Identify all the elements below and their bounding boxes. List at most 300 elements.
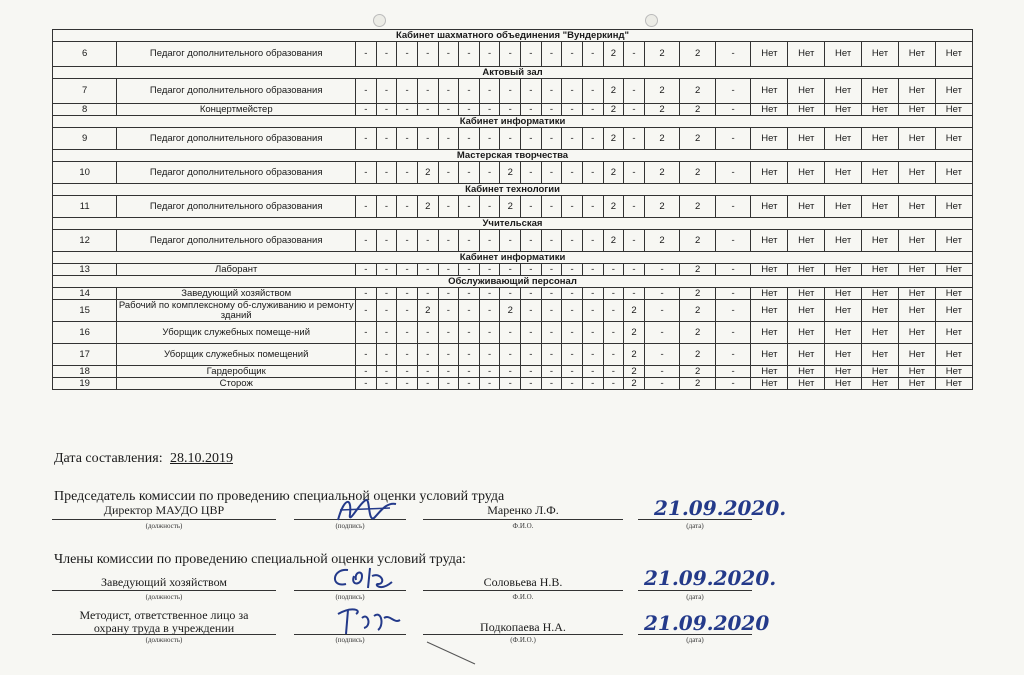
value-cell: -: [356, 196, 377, 218]
value-cell: 2: [417, 196, 438, 218]
value-cell: Нет: [862, 42, 899, 67]
value-cell: Нет: [825, 104, 862, 116]
value-cell: -: [500, 366, 521, 378]
value-cell: -: [500, 230, 521, 252]
value-cell: -: [541, 288, 562, 300]
value-cell: 2: [680, 366, 716, 378]
caption-date: (дата): [686, 593, 704, 601]
value-cell: -: [500, 79, 521, 104]
value-cell: Нет: [825, 196, 862, 218]
value-cell: -: [644, 300, 680, 322]
value-cell: -: [356, 42, 377, 67]
table-row: [53, 196, 973, 218]
section-header-row: [53, 184, 973, 196]
value-cell: Нет: [788, 42, 825, 67]
value-cell: -: [459, 344, 480, 366]
value-cell: -: [438, 288, 459, 300]
value-cell: -: [582, 230, 603, 252]
value-cell: Нет: [751, 366, 788, 378]
value-cell: -: [459, 79, 480, 104]
value-cell: -: [438, 264, 459, 276]
value-cell: Нет: [825, 322, 862, 344]
value-cell: Нет: [862, 378, 899, 390]
value-cell: -: [459, 128, 480, 150]
value-cell: Нет: [935, 79, 972, 104]
section-title: Кабинет информатики: [53, 116, 973, 128]
value-cell: -: [715, 196, 751, 218]
value-cell: 2: [644, 128, 680, 150]
table-row: [53, 264, 973, 276]
value-cell: 2: [603, 128, 624, 150]
value-cell: Нет: [862, 230, 899, 252]
member2-position-line1: Методист, ответственное лицо за: [79, 608, 249, 622]
value-cell: -: [582, 344, 603, 366]
value-cell: -: [624, 104, 645, 116]
value-cell: -: [479, 162, 500, 184]
value-cell: -: [582, 300, 603, 322]
value-cell: -: [562, 288, 583, 300]
value-cell: 2: [603, 42, 624, 67]
value-cell: Нет: [898, 288, 935, 300]
value-cell: -: [644, 288, 680, 300]
value-cell: 2: [680, 162, 716, 184]
value-cell: -: [500, 378, 521, 390]
value-cell: -: [438, 42, 459, 67]
table-row: [53, 300, 973, 322]
value-cell: 2: [680, 42, 716, 67]
value-cell: -: [459, 300, 480, 322]
value-cell: -: [500, 322, 521, 344]
value-cell: 2: [680, 128, 716, 150]
value-cell: -: [397, 378, 418, 390]
position-cell: Педагог дополнительного образования: [117, 128, 356, 150]
position-cell: Гардеробщик: [117, 366, 356, 378]
value-cell: -: [541, 322, 562, 344]
value-cell: -: [356, 288, 377, 300]
value-cell: 2: [680, 300, 716, 322]
value-cell: Нет: [825, 264, 862, 276]
value-cell: -: [356, 264, 377, 276]
value-cell: -: [376, 264, 397, 276]
chair-position: Директор МАУДО ЦВР: [103, 503, 225, 517]
caption-position: (должность): [145, 636, 183, 644]
member1-handwritten-date: 21.09.2020.: [644, 566, 777, 590]
value-cell: -: [417, 230, 438, 252]
value-cell: Нет: [788, 344, 825, 366]
position-cell: Педагог дополнительного образования: [117, 42, 356, 67]
value-cell: Нет: [751, 378, 788, 390]
value-cell: -: [356, 378, 377, 390]
value-cell: -: [356, 162, 377, 184]
value-cell: Нет: [898, 264, 935, 276]
value-cell: Нет: [862, 162, 899, 184]
value-cell: -: [459, 104, 480, 116]
value-cell: -: [541, 300, 562, 322]
position-cell: Рабочий по комплексному об-служиванию и ремонту зданий: [118, 299, 354, 321]
value-cell: Нет: [935, 128, 972, 150]
value-cell: -: [479, 366, 500, 378]
value-cell: -: [562, 42, 583, 67]
value-cell: -: [438, 162, 459, 184]
value-cell: -: [715, 162, 751, 184]
value-cell: Нет: [935, 288, 972, 300]
value-cell: -: [715, 128, 751, 150]
value-cell: -: [459, 196, 480, 218]
value-cell: -: [624, 42, 645, 67]
caption-fio-paren: (Ф.И.О.): [510, 636, 536, 644]
position-cell: Лаборант: [117, 264, 356, 276]
value-cell: -: [397, 230, 418, 252]
table-row: [53, 322, 973, 344]
value-cell: -: [376, 104, 397, 116]
section-title: Обслуживающий персонал: [53, 276, 973, 288]
value-cell: -: [582, 196, 603, 218]
value-cell: Нет: [935, 322, 972, 344]
value-cell: -: [459, 42, 480, 67]
value-cell: -: [479, 300, 500, 322]
value-cell: Нет: [935, 366, 972, 378]
row-number: 14: [53, 288, 117, 300]
section-header-row: [53, 116, 973, 128]
row-number: 19: [53, 378, 117, 390]
value-cell: -: [376, 42, 397, 67]
members-heading: Члены комиссии по проведению специальной оценки условий труда:: [54, 552, 466, 567]
value-cell: -: [376, 288, 397, 300]
value-cell: 2: [644, 42, 680, 67]
value-cell: -: [438, 322, 459, 344]
value-cell: -: [376, 300, 397, 322]
value-cell: Нет: [825, 230, 862, 252]
date-label: Дата составления:: [54, 451, 163, 466]
value-cell: -: [438, 300, 459, 322]
section-header-row: [53, 276, 973, 288]
value-cell: Нет: [788, 300, 825, 322]
value-cell: Нет: [898, 366, 935, 378]
chair-fio: Маренко Л.Ф.: [487, 503, 559, 517]
value-cell: -: [417, 322, 438, 344]
value-cell: Нет: [935, 196, 972, 218]
value-cell: -: [624, 79, 645, 104]
value-cell: -: [562, 79, 583, 104]
value-cell: -: [479, 79, 500, 104]
value-cell: -: [376, 162, 397, 184]
value-cell: Нет: [935, 230, 972, 252]
value-cell: 2: [680, 264, 716, 276]
value-cell: 2: [644, 230, 680, 252]
value-cell: Нет: [862, 264, 899, 276]
row-number: 17: [53, 344, 117, 366]
value-cell: 2: [680, 79, 716, 104]
caption-fio: Ф.И.О.: [512, 593, 534, 601]
value-cell: -: [541, 196, 562, 218]
row-number: 12: [53, 230, 117, 252]
chair-signature-icon: [330, 492, 400, 532]
value-cell: -: [715, 42, 751, 67]
value-cell: -: [715, 322, 751, 344]
value-cell: Нет: [751, 79, 788, 104]
value-cell: Нет: [935, 264, 972, 276]
value-cell: Нет: [825, 300, 862, 322]
value-cell: 2: [603, 104, 624, 116]
value-cell: -: [438, 79, 459, 104]
value-cell: -: [562, 366, 583, 378]
value-cell: Нет: [935, 378, 972, 390]
value-cell: -: [715, 366, 751, 378]
value-cell: Нет: [825, 344, 862, 366]
value-cell: -: [562, 196, 583, 218]
table-row: [53, 378, 973, 390]
value-cell: -: [356, 366, 377, 378]
caption-date: (дата): [686, 522, 704, 530]
value-cell: Нет: [751, 300, 788, 322]
value-cell: Нет: [898, 230, 935, 252]
pen-stroke-mark: [425, 640, 485, 670]
value-cell: -: [715, 300, 751, 322]
row-number: 6: [53, 42, 117, 67]
value-cell: -: [521, 378, 542, 390]
value-cell: Нет: [788, 79, 825, 104]
value-cell: Нет: [862, 322, 899, 344]
section-header-row: [53, 252, 973, 264]
value-cell: Нет: [898, 344, 935, 366]
value-cell: Нет: [788, 162, 825, 184]
value-cell: -: [562, 344, 583, 366]
value-cell: -: [541, 79, 562, 104]
caption-signature: (подпись): [335, 593, 365, 601]
value-cell: 2: [680, 104, 716, 116]
value-cell: -: [397, 79, 418, 104]
value-cell: Нет: [898, 128, 935, 150]
position-cell: Педагог дополнительного образования: [117, 196, 356, 218]
caption-position: (должность): [145, 522, 183, 530]
value-cell: -: [500, 128, 521, 150]
value-cell: -: [521, 230, 542, 252]
value-cell: -: [397, 288, 418, 300]
value-cell: Нет: [862, 104, 899, 116]
position-cell: Сторож: [117, 378, 356, 390]
value-cell: -: [521, 300, 542, 322]
value-cell: -: [397, 162, 418, 184]
value-cell: -: [376, 128, 397, 150]
section-header-row: [53, 30, 973, 42]
position-cell: Педагог дополнительного образования: [117, 79, 356, 104]
value-cell: -: [624, 162, 645, 184]
value-cell: -: [438, 128, 459, 150]
value-cell: -: [582, 288, 603, 300]
table-row: [53, 344, 973, 366]
value-cell: Нет: [751, 42, 788, 67]
value-cell: -: [715, 264, 751, 276]
value-cell: -: [644, 366, 680, 378]
member1-signature-icon: [328, 562, 398, 596]
chair-heading: Председатель комиссии по проведению специальной оценки условий труда: [54, 489, 505, 504]
row-number: 8: [53, 104, 117, 116]
punch-hole-left: [373, 14, 386, 27]
value-cell: 2: [624, 344, 645, 366]
value-cell: -: [397, 42, 418, 67]
value-cell: -: [417, 42, 438, 67]
value-cell: -: [582, 322, 603, 344]
value-cell: Нет: [788, 264, 825, 276]
value-cell: -: [521, 196, 542, 218]
value-cell: 2: [624, 300, 645, 322]
value-cell: Нет: [825, 378, 862, 390]
position-cell: Педагог дополнительного образования: [117, 162, 356, 184]
value-cell: -: [500, 42, 521, 67]
value-cell: -: [376, 322, 397, 344]
table-row: [53, 42, 973, 67]
value-cell: Нет: [825, 79, 862, 104]
value-cell: -: [521, 322, 542, 344]
value-cell: Нет: [935, 104, 972, 116]
value-cell: 2: [603, 79, 624, 104]
value-cell: -: [562, 322, 583, 344]
value-cell: -: [603, 378, 624, 390]
value-cell: 2: [624, 322, 645, 344]
value-cell: Нет: [825, 128, 862, 150]
value-cell: Нет: [751, 128, 788, 150]
value-cell: -: [397, 264, 418, 276]
value-cell: 2: [644, 196, 680, 218]
value-cell: Нет: [862, 344, 899, 366]
value-cell: Нет: [825, 42, 862, 67]
value-cell: 2: [680, 288, 716, 300]
value-cell: Нет: [935, 344, 972, 366]
value-cell: -: [479, 128, 500, 150]
value-cell: -: [376, 196, 397, 218]
value-cell: -: [715, 378, 751, 390]
row-number: 13: [53, 264, 117, 276]
value-cell: -: [521, 79, 542, 104]
value-cell: Нет: [862, 196, 899, 218]
value-cell: -: [541, 378, 562, 390]
value-cell: -: [603, 288, 624, 300]
position-cell: Концертмейстер: [117, 104, 356, 116]
value-cell: -: [356, 300, 377, 322]
value-cell: -: [624, 128, 645, 150]
value-cell: Нет: [825, 162, 862, 184]
value-cell: -: [417, 79, 438, 104]
value-cell: -: [715, 230, 751, 252]
value-cell: -: [603, 264, 624, 276]
value-cell: Нет: [751, 104, 788, 116]
value-cell: Нет: [825, 288, 862, 300]
value-cell: -: [438, 104, 459, 116]
value-cell: -: [562, 128, 583, 150]
value-cell: Нет: [898, 322, 935, 344]
value-cell: -: [603, 322, 624, 344]
value-cell: -: [417, 344, 438, 366]
value-cell: -: [521, 42, 542, 67]
value-cell: 2: [500, 196, 521, 218]
value-cell: -: [644, 322, 680, 344]
value-cell: -: [582, 264, 603, 276]
value-cell: -: [582, 162, 603, 184]
table-row: [53, 79, 973, 104]
value-cell: -: [582, 79, 603, 104]
value-cell: -: [582, 104, 603, 116]
value-cell: 2: [680, 196, 716, 218]
member2-signature-icon: [332, 604, 402, 638]
value-cell: -: [715, 288, 751, 300]
value-cell: -: [479, 230, 500, 252]
table-row: [53, 230, 973, 252]
value-cell: Нет: [898, 162, 935, 184]
member2-fio: Подкопаева Н.А.: [480, 620, 566, 634]
value-cell: Нет: [788, 322, 825, 344]
value-cell: 2: [417, 300, 438, 322]
value-cell: -: [438, 230, 459, 252]
value-cell: -: [582, 128, 603, 150]
value-cell: -: [582, 378, 603, 390]
value-cell: -: [541, 366, 562, 378]
value-cell: Нет: [788, 288, 825, 300]
value-cell: -: [541, 128, 562, 150]
value-cell: -: [562, 104, 583, 116]
value-cell: -: [541, 162, 562, 184]
punch-hole-right: [645, 14, 658, 27]
row-number: 11: [53, 196, 117, 218]
value-cell: -: [479, 196, 500, 218]
value-cell: Нет: [751, 230, 788, 252]
section-header-row: [53, 218, 973, 230]
value-cell: -: [376, 366, 397, 378]
table-row: [53, 288, 973, 300]
value-cell: -: [521, 344, 542, 366]
value-cell: -: [459, 378, 480, 390]
value-cell: -: [521, 288, 542, 300]
value-cell: -: [438, 344, 459, 366]
row-number: 16: [53, 322, 117, 344]
value-cell: -: [397, 366, 418, 378]
member2-position-line2: охрану труда в учреждении: [93, 621, 235, 635]
value-cell: Нет: [788, 366, 825, 378]
value-cell: 2: [500, 162, 521, 184]
value-cell: -: [438, 366, 459, 378]
section-title: Кабинет технологии: [53, 184, 973, 196]
caption-date: (дата): [686, 636, 704, 644]
value-cell: -: [479, 288, 500, 300]
row-number: 18: [53, 366, 117, 378]
value-cell: -: [397, 344, 418, 366]
value-cell: -: [479, 378, 500, 390]
value-cell: -: [644, 344, 680, 366]
value-cell: 2: [680, 322, 716, 344]
value-cell: -: [582, 42, 603, 67]
value-cell: -: [417, 378, 438, 390]
value-cell: -: [562, 378, 583, 390]
value-cell: Нет: [898, 196, 935, 218]
value-cell: -: [603, 366, 624, 378]
value-cell: 2: [680, 344, 716, 366]
value-cell: -: [417, 366, 438, 378]
value-cell: -: [479, 264, 500, 276]
value-cell: 2: [500, 300, 521, 322]
caption-fio: Ф.И.О.: [512, 522, 534, 530]
value-cell: 2: [417, 162, 438, 184]
table-row: [53, 366, 973, 378]
position-cell: Уборщик служебных помещений: [117, 344, 356, 366]
value-cell: -: [603, 344, 624, 366]
value-cell: Нет: [751, 162, 788, 184]
value-cell: -: [479, 104, 500, 116]
value-cell: -: [356, 128, 377, 150]
value-cell: -: [541, 344, 562, 366]
value-cell: -: [521, 128, 542, 150]
value-cell: Нет: [898, 300, 935, 322]
value-cell: -: [356, 79, 377, 104]
value-cell: Нет: [935, 300, 972, 322]
